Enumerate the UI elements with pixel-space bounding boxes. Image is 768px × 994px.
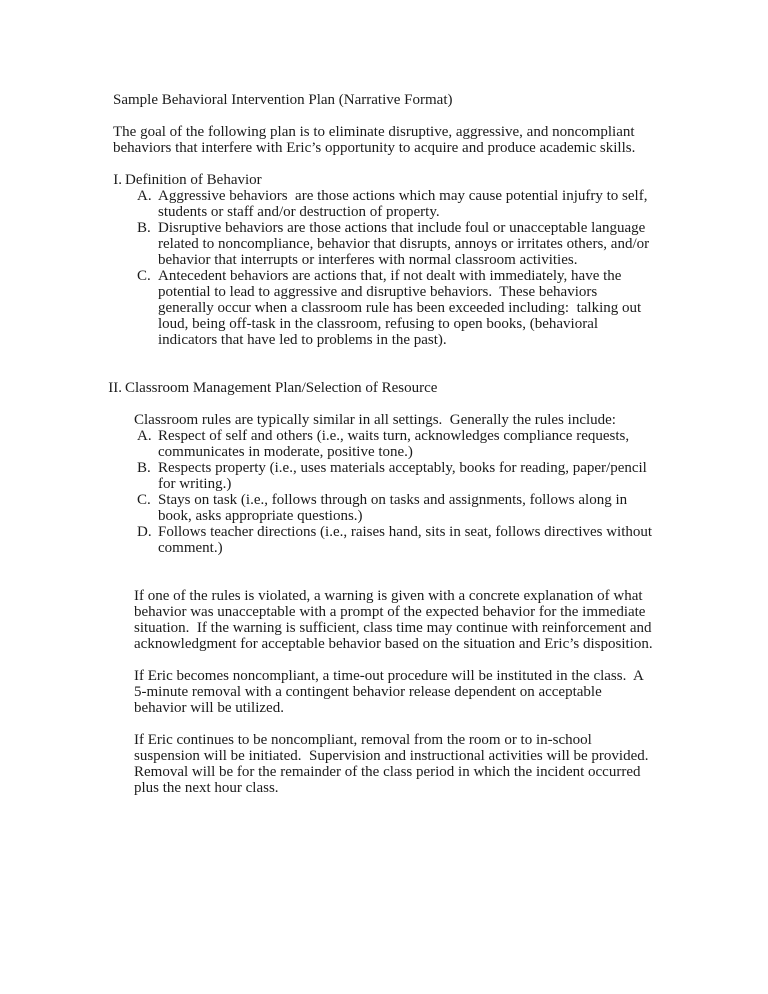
list-item-text: Respect of self and others (i.e., waits turn, acknowledges compliance requests, communicates in moderate, positive tone.): [158, 428, 633, 460]
list-item-label: B.: [137, 220, 151, 236]
section-1-heading-text: Definition of Behavior: [125, 172, 262, 188]
section-2-heading-text: Classroom Management Plan/Selection of Resource: [125, 380, 438, 396]
body-paragraph: If Eric becomes noncompliant, a time-out procedure will be instituted in the class. A 5-minute removal with a contingent behavior release dependent on acceptable behavior will be utilized.: [134, 668, 647, 716]
section-2-numeral: II.: [108, 380, 122, 396]
list-item-label: B.: [137, 460, 151, 476]
list-item: [113, 220, 656, 268]
section-1-heading: [113, 172, 656, 188]
list-item-text: Antecedent behaviors are actions that, if not dealt with immediately, have the potential to lead to aggressive and disruptive behaviors. These behaviors generally occur when a classroom rule has been exceeded including: talking out loud, being off-task in the classroom, refusing to open books, (behavioral indicators that have led to problems in the past).: [158, 268, 645, 348]
list-item-label: D.: [137, 524, 152, 540]
intro-paragraph: The goal of the following plan is to eliminate disruptive, aggressive, and noncompliant behaviors that interfere with Eric’s opportunity to acquire and produce academic skills.: [113, 124, 639, 156]
document-title: Sample Behavioral Intervention Plan (Narrative Format): [113, 92, 453, 108]
list-item-text: Respects property (i.e., uses materials acceptably, books for reading, paper/pencil for writing.): [158, 460, 651, 492]
list-item-label: C.: [137, 492, 151, 508]
list-item: [113, 268, 656, 348]
section-2-lead: Classroom rules are typically similar in all settings. Generally the rules include:: [134, 412, 616, 428]
section-1-numeral: I.: [113, 172, 122, 188]
list-item: [113, 524, 656, 556]
section-2-list: [113, 428, 656, 556]
list-item-text: Follows teacher directions (i.e., raises hand, sits in seat, follows directives without comment.): [158, 524, 656, 556]
list-item: [113, 492, 656, 524]
list-item-text: Aggressive behaviors are those actions which may cause potential injufry to self, students or staff and/or destruction of property.: [158, 188, 652, 220]
list-item: [113, 428, 656, 460]
list-item: [113, 460, 656, 492]
section-1-list: [113, 188, 656, 348]
body-paragraph: If Eric continues to be noncompliant, removal from the room or to in-school suspension will be initiated. Supervision and instructional activities will be provided. Removal will be for the remainder of the class period in which the incident occurred plus the next hour class.: [134, 732, 657, 796]
list-item-text: Stays on task (i.e., follows through on tasks and assignments, follows along in book, asks appropriate questions.): [158, 492, 631, 524]
list-item-label: A.: [137, 188, 152, 204]
section-2-heading: [108, 380, 656, 396]
list-item-text: Disruptive behaviors are those actions that include foul or unacceptable language related to noncompliance, behavior that disrupts, annoys or irritates others, and/or behavior that interrupts or interferes with normal classroom activities.: [158, 220, 653, 268]
document-content: [108, 92, 657, 796]
list-item-label: A.: [137, 428, 152, 444]
list-item: [113, 188, 656, 220]
list-item-label: C.: [137, 268, 151, 284]
body-paragraph: If one of the rules is violated, a warning is given with a concrete explanation of what behavior was unacceptable with a prompt of the expected behavior for the immediate situation. If the warning is sufficient, class time may continue with reinforcement and acknowledgment for acceptable behavior based on the situation and Eric’s disposition.: [134, 588, 656, 652]
